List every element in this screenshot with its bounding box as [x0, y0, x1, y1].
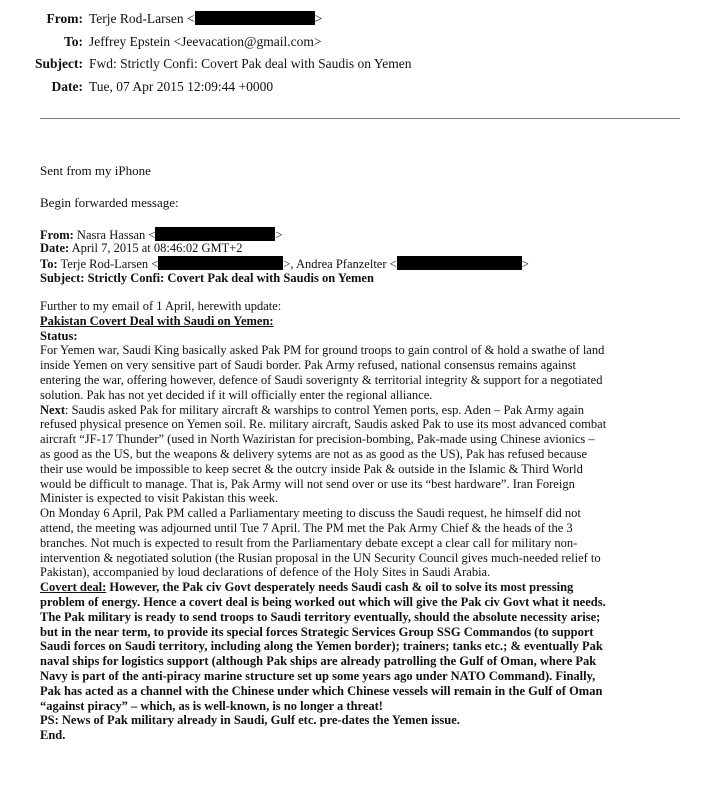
body-line: entering the war, offering however, defence of Saudi soverignty & territorial integrity & support for a negotiated	[40, 372, 603, 387]
body-line: “against piracy” – which, as is well-known, is no longer a threat!	[40, 698, 383, 713]
section-heading: Pakistan Covert Deal with Saudi on Yemen:	[40, 313, 274, 328]
body-line: Pakistan), accompanied by loud declarations of defence of the Holy Sites in Saudi Arabia.	[40, 565, 491, 580]
fwd-subject-row	[40, 271, 374, 285]
redacted-email-block	[195, 11, 315, 25]
header-from-label: From:	[46, 11, 83, 26]
body-line: Further to my email of 1 April, herewith update:	[40, 299, 282, 313]
fwd-to-row	[40, 256, 529, 271]
covert-deal-label: Covert deal:	[40, 580, 107, 595]
end-line: End.	[40, 728, 66, 743]
body-line	[40, 403, 690, 418]
body-line: inside Yemen on very sensitive part of Saudi border. Pak Army refused, national consensus remains against	[40, 358, 577, 373]
header-to-value: Jeffrey Epstein <Jeevacation@gmail.com>	[89, 34, 322, 49]
fwd-to-close: >	[521, 257, 529, 271]
body-line: would be difficult to manage. That is, Pak Army will not send over or use its “best hardware”. Iran Foreign	[40, 476, 575, 491]
body-line	[40, 580, 690, 595]
body-line: The Pak military is ready to send troops to Saudi territory eventually, should the absolute necessity arise;	[40, 609, 601, 624]
redacted-email-block	[397, 256, 522, 270]
body-line: For Yemen war, Saudi King basically asked Pak PM for ground troops to gain control of & hold a swathe of land	[40, 343, 605, 358]
body-line: solution. Pak has not yet decided if it will officially enter the regional alliance.	[40, 387, 433, 402]
sent-from-line: Sent from my iPhone	[40, 163, 151, 178]
header-from-close: >	[314, 11, 323, 26]
header-subject-label: Subject:	[35, 56, 83, 71]
body-line: Saudi forces on Saudi territory, including along the Yemen border); trainers; tanks etc.; & eventually Pak	[40, 639, 603, 654]
header-subject-value: Fwd: Strictly Confi: Covert Pak deal with Saudis on Yemen	[89, 56, 412, 71]
fwd-from-row	[40, 227, 283, 242]
header-subject-row	[0, 53, 720, 75]
body-line: Pak has acted as a channel with the Chinese under which Chinese vessels will remain in the Gulf of Oman	[40, 683, 603, 698]
body-line: naval ships for logistics support (although Pak ships are already patrolling the Gulf of Oman, where Pak	[40, 654, 597, 669]
body-line: but in the near term, to provide its special forces Strategic Services Group SSG Commandos (to support	[40, 624, 594, 639]
header-date-value: Tue, 07 Apr 2015 12:09:44 +0000	[89, 79, 274, 94]
body-line: as good as the US, but the weapons & delivery sytems are not as as good as the US), Pak has refused because	[40, 446, 588, 461]
header-date-label: Date:	[51, 79, 83, 94]
fwd-from-label: From:	[40, 228, 74, 242]
fwd-date-label: Date:	[40, 241, 70, 255]
begin-forwarded-line: Begin forwarded message:	[40, 195, 179, 210]
fwd-to-value-2: >, Andrea Pfanzelter <	[283, 257, 397, 271]
status-heading: Status:	[40, 328, 78, 343]
fwd-from-close: >	[275, 228, 283, 242]
header-from-row	[0, 8, 720, 30]
body-line: On Monday 6 April, Pak PM called a Parliamentary meeting to discuss the Saudi request, he himself did not	[40, 506, 581, 521]
redacted-email-block	[158, 256, 283, 270]
body-line: Navy is part of the anti-piracy marine structure set up some years ago under NATO Command). Finally,	[40, 668, 596, 683]
body-line-text: However, the Pak civ Govt desperately needs Saudi cash & oil to solve its most pressing	[106, 580, 574, 595]
fwd-date-row	[40, 241, 243, 255]
body-line: branches. Not much is expected to result from the Parliamentary debate except a clear call for military non-	[40, 535, 578, 550]
body-line: intervention & negotiated solution (the Rusian proposal in the UN Security Council gives much-needed relief to	[40, 550, 601, 565]
header-from-value: Terje Rod-Larsen <	[89, 11, 195, 26]
header-date-row	[0, 76, 720, 98]
fwd-subject-value: Strictly Confi: Covert Pak deal with Saudis on Yemen	[87, 271, 374, 285]
body-line: problem of energy. Hence a covert deal is being worked out which will give the Pak civ Govt what it needs.	[40, 594, 606, 609]
fwd-subject-label: Subject:	[40, 271, 85, 285]
header-to-label: To:	[63, 34, 83, 49]
message-body	[40, 299, 690, 743]
fwd-from-value: Nasra Hassan <	[76, 228, 156, 242]
body-line: aircraft “JF-17 Thunder” (used in North Waziristan for precision-bombing, Pak-made using Chinese avionics –	[40, 432, 595, 447]
next-label: Next	[40, 402, 65, 417]
body-line: their use would be impossible to keep secret & the outcry inside Pak & outside in the Islamic & Third World	[40, 461, 583, 476]
ps-line: PS: News of Pak military already in Saudi, Gulf etc. pre-dates the Yemen issue.	[40, 713, 460, 728]
fwd-to-value-1: Terje Rod-Larsen <	[60, 257, 159, 271]
body-line-text: : Saudis asked Pak for military aircraft & warships to control Yemen ports, esp. Aden – Pak Army again	[65, 402, 585, 417]
body-line: refused physical presence on Yemen soil. Re. military aircraft, Saudis asked Pak to use its most advanced combat	[40, 417, 607, 432]
body-line: attend, the meeting was adjourned until Tue 7 April. The PM met the Pak Army Chief & the heads of the 3	[40, 520, 573, 535]
body-line: Minister is expected to visit Pakistan this week.	[40, 491, 279, 506]
header-divider	[40, 118, 680, 119]
redacted-email-block	[155, 227, 275, 241]
fwd-to-label: To:	[40, 257, 58, 271]
fwd-date-value: April 7, 2015 at 08:46:02 GMT+2	[71, 241, 243, 255]
header-to-row	[0, 31, 720, 53]
